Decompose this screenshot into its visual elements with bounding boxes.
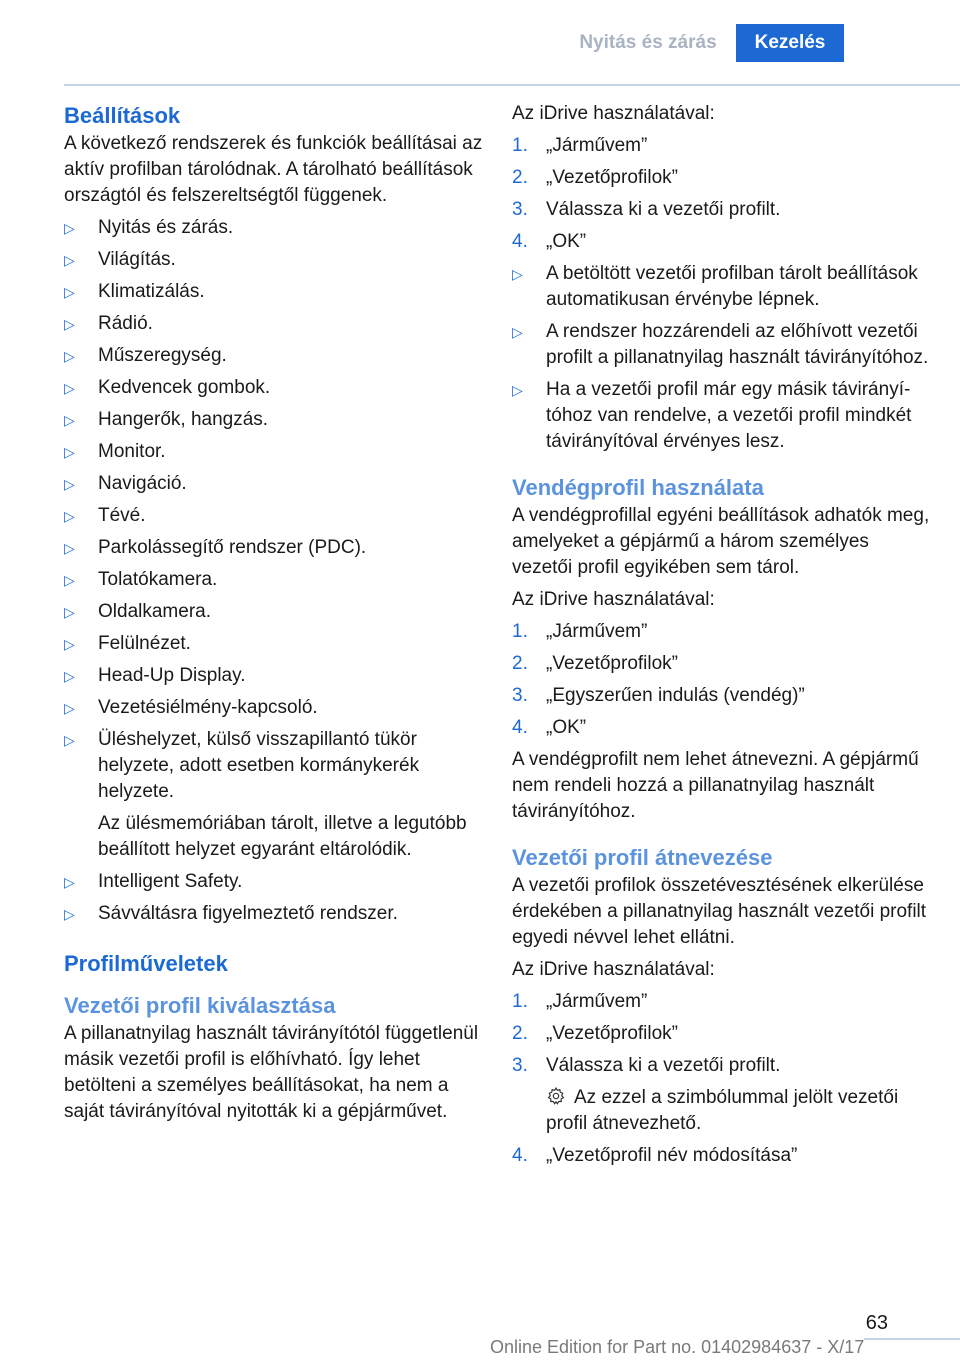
footer-divider [864, 1338, 960, 1340]
triangle-right-icon: ▷ [64, 572, 75, 588]
step-item: 1. „Járművem” [512, 621, 648, 642]
right-column [512, 101, 932, 1175]
list-item: ▷ A rendszer hozzárendeli az előhívott vezetői profilt a pillanatnyilag használt távirányítóhoz. [512, 321, 929, 368]
idrive-label: Az iDrive használatával: [512, 103, 715, 124]
step-item: 3. Válassza ki a vezetői profilt. [512, 199, 781, 220]
select-profile-heading: Vezetői profil kiválasztása [64, 993, 336, 1018]
triangle-right-icon: ▷ [64, 906, 75, 922]
list-item: ▷ Kedvencek gombok. [64, 375, 484, 401]
header-section-label: Nyitás és zárás [579, 32, 717, 53]
triangle-right-icon: ▷ [64, 636, 75, 652]
settings-list [64, 215, 484, 927]
seat-item-note: Az ülésmemóriában tárolt, illetve a legutóbb beállított helyzet egyaránt eltárolódik. [98, 813, 467, 860]
step-item: 2. „Vezetőprofilok” [512, 1023, 679, 1044]
triangle-right-icon: ▷ [64, 604, 75, 620]
spacer [512, 461, 932, 473]
notes-list [512, 261, 932, 455]
steps-list [512, 989, 932, 1169]
list-item: ▷ Vezetésiélmény-kapcsoló. [64, 695, 484, 721]
idrive-label: Az iDrive használatával: [512, 959, 715, 980]
triangle-right-icon: ▷ [512, 324, 523, 340]
list-item: ▷ Oldalkamera. [64, 599, 484, 625]
list-item: ▷ Nyitás és zárás. [64, 215, 484, 241]
list-item: ▷ Hangerők, hangzás. [64, 407, 484, 433]
step-item: 2. „Vezetőprofilok” [512, 653, 679, 674]
list-item: ▷ Head-Up Display. [64, 663, 484, 689]
list-item: ▷ Üléshelyzet, külső visszapillantó tükör helyzete, adott esetben kormánykerék helyzete. Az ülésmemóriában tárolt, illetve a legutóbb beállított helyzet egyaránt eltárolódik. [64, 727, 484, 863]
step-item: 3. Válassza ki a vezetői profilt. Az ezzel a szimbólummal jelölt vezetői profil átnevezhető. [512, 1053, 932, 1137]
triangle-right-icon: ▷ [64, 732, 75, 748]
beallitasok-intro: A következő rendszerek és funkciók beállításai az aktív profilban tárolódnak. A tárolható beállítások országtól és felszereltségtől függenek. [64, 133, 483, 206]
triangle-right-icon: ▷ [64, 700, 75, 716]
header-chapter-label: Kezelés [736, 24, 844, 62]
step-item: 4. „OK” [512, 717, 587, 738]
list-item: ▷ Műszeregység. [64, 343, 484, 369]
left-column [64, 101, 484, 1131]
page-header [0, 24, 960, 62]
triangle-right-icon: ▷ [64, 508, 75, 524]
rename-profile-text: A vezetői profilok összetévesztésének elkerülése érdekében a pillanatnyilag használt vezetői profilt egyedi névvel lehet ellátni. [512, 875, 927, 948]
triangle-right-icon: ▷ [64, 252, 75, 268]
triangle-right-icon: ▷ [64, 874, 75, 890]
step-item: 4. „OK” [512, 231, 587, 252]
list-item: ▷ Felülnézet. [64, 631, 484, 657]
rename-icon-note: Az ezzel a szimbólummal jelölt vezetői profil átnevezhető. [546, 1087, 899, 1134]
triangle-right-icon: ▷ [64, 380, 75, 396]
list-item: ▷ Monitor. [64, 439, 484, 465]
gear-icon [546, 1086, 566, 1106]
list-item: ▷ Ha a vezetői profil már egy másik távirányítóhoz van rendelve, a vezetői profil mindkét távirányítóval érvényes lesz. [512, 379, 912, 452]
triangle-right-icon: ▷ [64, 412, 75, 428]
guest-note: A vendégprofilt nem lehet átnevezni. A gépjármű nem rendeli hozzá a pillanatnyilag használt távirányítóhoz. [512, 749, 919, 822]
rename-profile-heading: Vezetői profil átnevezése [512, 845, 773, 870]
step-item: 4. „Vezetőprofil név módosítása” [512, 1145, 798, 1166]
guest-profile-heading: Vendégprofil használata [512, 475, 764, 500]
page-number: 63 [865, 1312, 888, 1334]
list-item: ▷ Világítás. [64, 247, 484, 273]
triangle-right-icon: ▷ [64, 668, 75, 684]
list-item: ▷ Parkolássegítő rendszer (PDC). [64, 535, 484, 561]
list-item: ▷ Navigáció. [64, 471, 484, 497]
step-item: 2. „Vezetőprofilok” [512, 167, 679, 188]
list-item: ▷ Rádió. [64, 311, 484, 337]
list-item: ▷ Tévé. [64, 503, 484, 529]
profilmuveletek-heading: Profilműveletek [64, 951, 228, 976]
triangle-right-icon: ▷ [64, 316, 75, 332]
select-profile-text: A pillanatnyilag használt távirányítótól függetlenül másik vezetői profil is előhívható. Így lehet betölteni a személyes beállításokat, ha nem a saját távirányítóval nyitották ki a gépjárművet. [64, 1023, 479, 1122]
triangle-right-icon: ▷ [64, 444, 75, 460]
footer-edition: Online Edition for Part no. 01402984637 - X/17 [490, 1337, 865, 1357]
triangle-right-icon: ▷ [64, 540, 75, 556]
step-item: 3. „Egyszerűen indulás (vendég)” [512, 685, 805, 706]
list-item: ▷ Sávváltásra figyelmeztető rendszer. [64, 901, 484, 927]
triangle-right-icon: ▷ [64, 476, 75, 492]
list-item: ▷ Intelligent Safety. [64, 869, 484, 895]
beallitasok-heading: Beállítások [64, 103, 181, 128]
spacer [512, 831, 932, 843]
spacer [64, 933, 484, 949]
header-divider [64, 84, 960, 86]
triangle-right-icon: ▷ [512, 382, 523, 398]
guest-profile-text: A vendégprofillal egyéni beállítások adhatók meg, amelyeket a gépjármű a három személyes vezetői profil egyikében sem tárol. [512, 505, 930, 578]
steps-list [512, 619, 932, 741]
spacer [64, 979, 484, 991]
triangle-right-icon: ▷ [64, 284, 75, 300]
list-item: ▷ Klimatizálás. [64, 279, 484, 305]
step-item: 1. „Járművem” [512, 991, 648, 1012]
idrive-label: Az iDrive használatával: [512, 589, 715, 610]
step-item: 1. „Járművem” [512, 135, 648, 156]
list-item: ▷ A betöltött vezetői profilban tárolt beállítások automatikusan érvénybe lépnek. [512, 263, 918, 310]
triangle-right-icon: ▷ [512, 266, 523, 282]
list-item: ▷ Tolatókamera. [64, 567, 484, 593]
steps-list [512, 133, 932, 255]
triangle-right-icon: ▷ [64, 348, 75, 364]
triangle-right-icon: ▷ [64, 220, 75, 236]
